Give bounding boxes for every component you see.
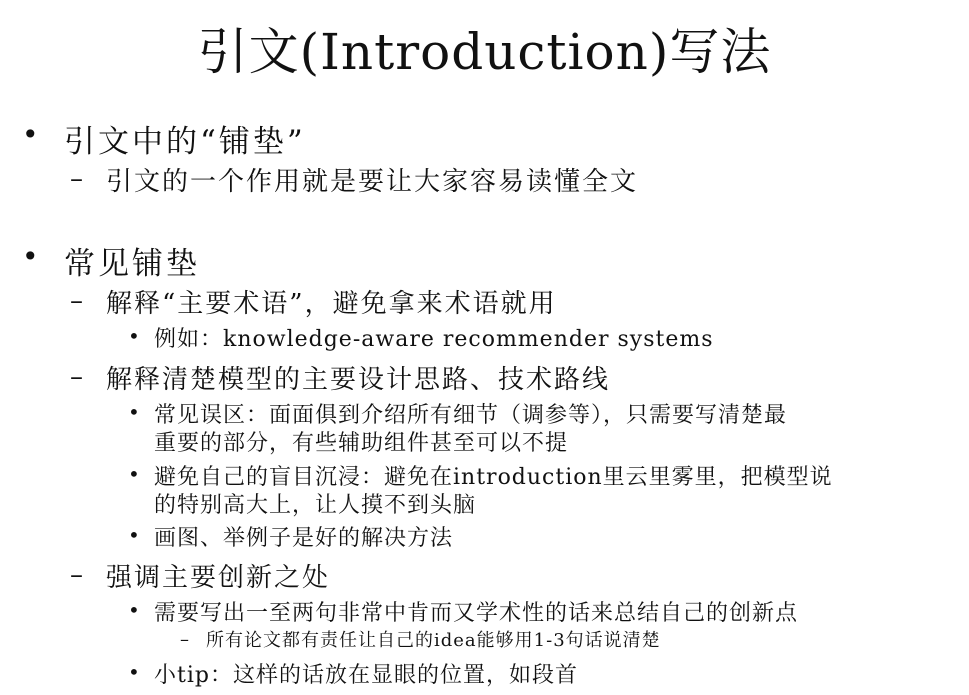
dash-marker: – [70, 362, 83, 392]
point-immersion-line-2: 的特别高大上，让人摸不到头脑 [154, 493, 477, 518]
bullet-2-sub-1-text: 解释“主要术语”，避免拿来术语就用 [106, 289, 557, 319]
bullet-1-text: 引文中的“铺垫” [64, 124, 306, 160]
small-bullet-marker: • [128, 523, 140, 547]
small-bullet-marker: • [128, 324, 140, 348]
bullet-2-text: 常见铺垫 [64, 246, 200, 282]
dash-marker: – [70, 286, 83, 316]
point-tip-line: 小tip：这样的话放在显眼的位置，如段首 [154, 663, 578, 688]
bullet-2-sub-3-text: 强调主要创新之处 [106, 563, 331, 593]
bullet-marker: • [22, 118, 39, 151]
small-bullet-marker: • [128, 400, 140, 424]
point-immersion-line-1: 避免自己的盲目沉浸：避免在introduction里云里雾里，把模型说 [154, 465, 833, 490]
small-bullet-marker: • [128, 462, 140, 486]
point-innovation-sub-line: 所有论文都有责任让自己的idea能够用1-3句话说清楚 [206, 630, 661, 651]
point-innovation-line: 需要写出一至两句非常中肯而又学术性的话来总结自己的创新点 [154, 601, 799, 626]
point-pitfall-line-1: 常见误区：面面俱到介绍所有细节（调参等），只需要写清楚最 [154, 403, 788, 428]
point-example-line: 例如：knowledge-aware recommender systems [154, 327, 714, 352]
bullet-marker: • [22, 240, 39, 273]
point-drawing-line: 画图、举例子是好的解决方法 [154, 526, 454, 551]
dash-marker: – [70, 164, 83, 194]
small-bullet-marker: • [128, 598, 140, 622]
dash-marker: – [180, 629, 189, 650]
small-bullet-marker: • [128, 660, 140, 684]
bullet-2-sub-2-text: 解释清楚模型的主要设计思路、技术路线 [106, 365, 611, 395]
point-pitfall-line-2: 重要的部分，有些辅助组件甚至可以不提 [154, 431, 569, 456]
dash-marker: – [70, 560, 83, 590]
slide-title: 引文(Introduction)写法 [197, 23, 772, 81]
bullet-1-sub-1-text: 引文的一个作用就是要让大家容易读懂全文 [106, 167, 639, 197]
